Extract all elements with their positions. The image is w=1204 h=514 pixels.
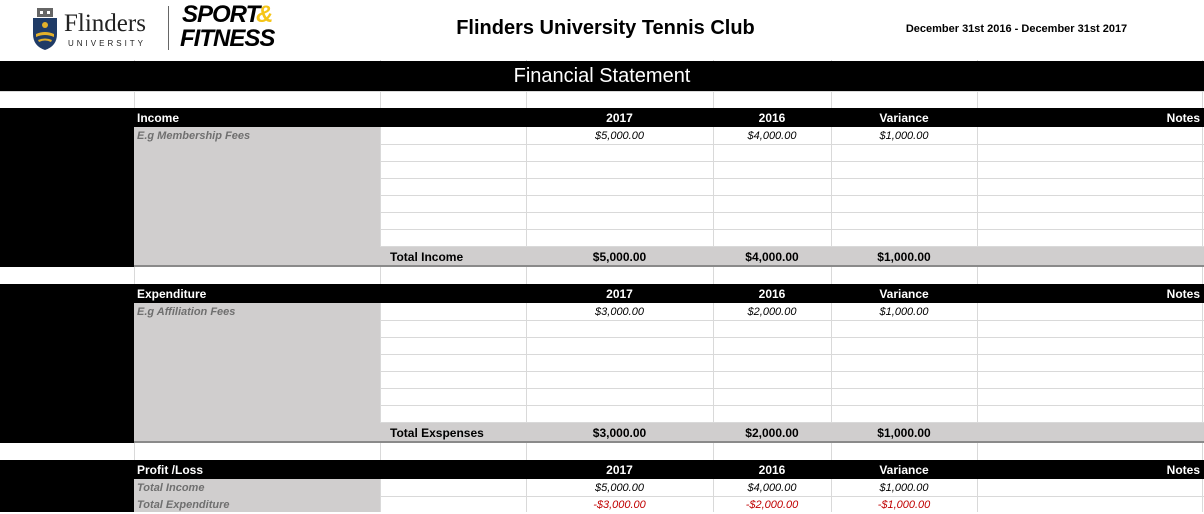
- income-title: Income: [137, 111, 180, 125]
- expenditure-total-2017: $3,000.00: [592, 426, 647, 440]
- expenditure-total-2016: $2,000.00: [745, 426, 799, 440]
- period-range: December 31st 2016 - December 31st 2017: [905, 23, 1128, 35]
- income-row-variance: $1,000.00: [879, 130, 929, 142]
- crest-icon: [32, 8, 58, 50]
- profit-loss-row2-variance: -$1,000.00: [877, 499, 931, 511]
- income-col-variance: Variance: [879, 111, 929, 125]
- profit-loss-row1-label: Total Income: [137, 482, 205, 494]
- profit-loss-row1-2016: $4,000.00: [747, 482, 797, 494]
- profit-loss-row1-2017: $5,000.00: [595, 482, 644, 494]
- income-col-2017: 2017: [606, 111, 633, 125]
- sport-text: SPORT: [182, 1, 260, 28]
- income-total-variance: $1,000.00: [877, 250, 931, 264]
- expenditure-col-2016: 2016: [758, 287, 786, 301]
- logo-sub: UNIVERSITY: [68, 39, 147, 48]
- income-side-bar: [0, 108, 134, 267]
- expenditure-total-variance: $1,000.00: [877, 426, 931, 440]
- profit-loss-side-bar: [0, 460, 134, 512]
- statement-title: Financial Statement: [513, 65, 691, 87]
- expenditure-row-2016: $2,000.00: [747, 306, 797, 318]
- profit-loss-col-2016: 2016: [758, 463, 786, 477]
- fitness-text: FITNESS: [180, 25, 275, 52]
- income-row-2017: $5,000.00: [595, 130, 644, 142]
- income-total-2016: $4,000.00: [745, 250, 799, 264]
- profit-loss-title: Profit /Loss: [137, 463, 204, 477]
- flinders-logo: [30, 4, 170, 54]
- profit-loss-col-notes: Notes: [1166, 463, 1200, 477]
- profit-loss-col-2017: 2017: [606, 463, 633, 477]
- sport-fitness-logo: [180, 2, 310, 54]
- expenditure-title: Expenditure: [137, 287, 207, 301]
- expenditure-label-column: [134, 303, 380, 423]
- profit-loss-col-variance: Variance: [879, 463, 929, 477]
- profit-loss-row1-variance: $1,000.00: [879, 482, 929, 494]
- expenditure-col-variance: Variance: [879, 287, 929, 301]
- page-header: [0, 0, 1204, 60]
- club-title: Flinders University Tennis Club: [456, 17, 755, 39]
- expenditure-side-bar: [0, 284, 134, 443]
- profit-loss-row2-2017: -$3,000.00: [593, 499, 646, 511]
- income-col-notes: Notes: [1166, 111, 1200, 125]
- income-col-2016: 2016: [758, 111, 786, 125]
- income-label-column: [134, 127, 380, 247]
- income-row-2016: $4,000.00: [747, 130, 797, 142]
- logo-name: Flinders: [64, 10, 146, 37]
- expenditure-row-variance: $1,000.00: [879, 306, 929, 318]
- logo-divider: [168, 6, 169, 50]
- income-total-label: Total Income: [390, 250, 464, 264]
- expenditure-col-notes: Notes: [1166, 287, 1200, 301]
- expenditure-total-label: Total Exspenses: [390, 426, 484, 440]
- statement-banner: [0, 61, 1204, 91]
- profit-loss-row2-label: Total Expenditure: [137, 499, 230, 511]
- expenditure-row-label: E.g Affiliation Fees: [137, 306, 236, 318]
- income-total-2017: $5,000.00: [592, 250, 647, 264]
- expenditure-col-2017: 2017: [606, 287, 633, 301]
- income-row-label: E.g Membership Fees: [137, 130, 251, 142]
- sport-amp: &: [256, 1, 274, 28]
- expenditure-row-2017: $3,000.00: [595, 306, 644, 318]
- profit-loss-row2-2016: -$2,000.00: [745, 499, 799, 511]
